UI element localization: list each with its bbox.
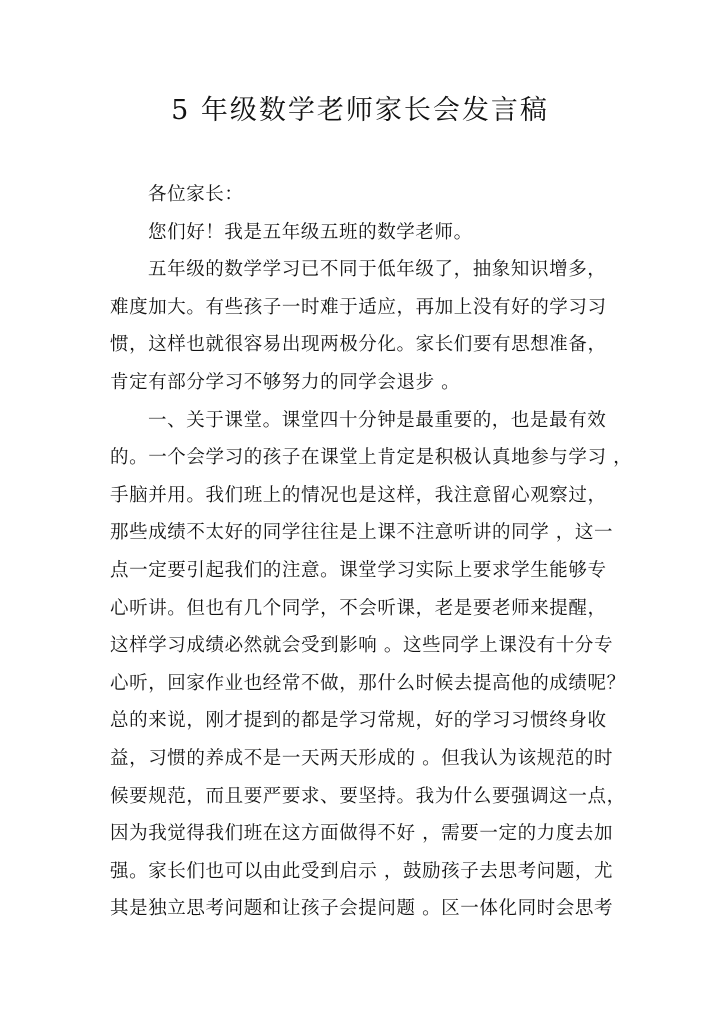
section-heading-line: 一、关于课堂。课堂四十分钟是最重要的，也是最有效: [148, 409, 607, 431]
paragraph-line: 益，习惯的养成不是一天两天形成的 。但我认为该规范的时: [110, 747, 614, 769]
paragraph-line: 这样学习成绩必然就会受到影响 。这些同学上课没有十分专: [110, 635, 614, 657]
paragraph-line: 惯，这样也就很容易出现两极分化。家长们要有思想准备，: [110, 334, 607, 356]
paragraph-line: 总的来说，刚才提到的都是学习常规，好的学习习惯终身收: [110, 710, 607, 732]
paragraph-line: 候要规范，而且要严要求、要坚持。我为什么要强调这一点，: [110, 785, 626, 807]
paragraph-line: 强。家长们也可以由此受到启示 ，鼓励孩子去思考问题，尤: [110, 860, 614, 882]
document-title: 5 年级数学老师家长会发言稿: [171, 95, 549, 126]
paragraph-line: 的。一个会学习的孩子在课堂上肯定是积极认真地参与学习 ，: [110, 447, 633, 469]
paragraph-line: 那些成绩不太好的同学往往是上课不注意听讲的同学 ，这一: [110, 522, 614, 544]
paragraph-line: 点一定要引起我们的注意。课堂学习实际上要求学生能够专: [110, 559, 607, 581]
paragraph-line: 难度加大。有些孩子一时难于适应，再加上没有好的学习习: [110, 296, 607, 318]
salutation: 各位家长：: [148, 184, 244, 205]
paragraph-line: 心听讲。但也有几个同学，不会听课，老是要老师来提醒，: [110, 597, 607, 619]
paragraph-line: 因为我觉得我们班在这方面做得不好 ，需要一定的力度去加: [110, 823, 614, 845]
greeting: 您们好！我是五年级五班的数学老师。: [148, 221, 473, 243]
paragraph-line: 手脑并用。我们班上的情况也是这样，我注意留心观察过，: [110, 484, 607, 506]
document-body: [110, 176, 633, 928]
paragraph-line: 肯定有部分学习不够努力的同学会退步 。: [110, 371, 461, 393]
paragraph-line: 其是独立思考问题和让孩子会提问题 。区一体化同时会思考: [110, 898, 614, 920]
paragraph-line: 五年级的数学学习已不同于低年级了，抽象知识增多，: [148, 259, 607, 281]
paragraph-line: 心听，回家作业也经常不做，那什么时候去提高他的成绩呢？: [110, 672, 626, 694]
